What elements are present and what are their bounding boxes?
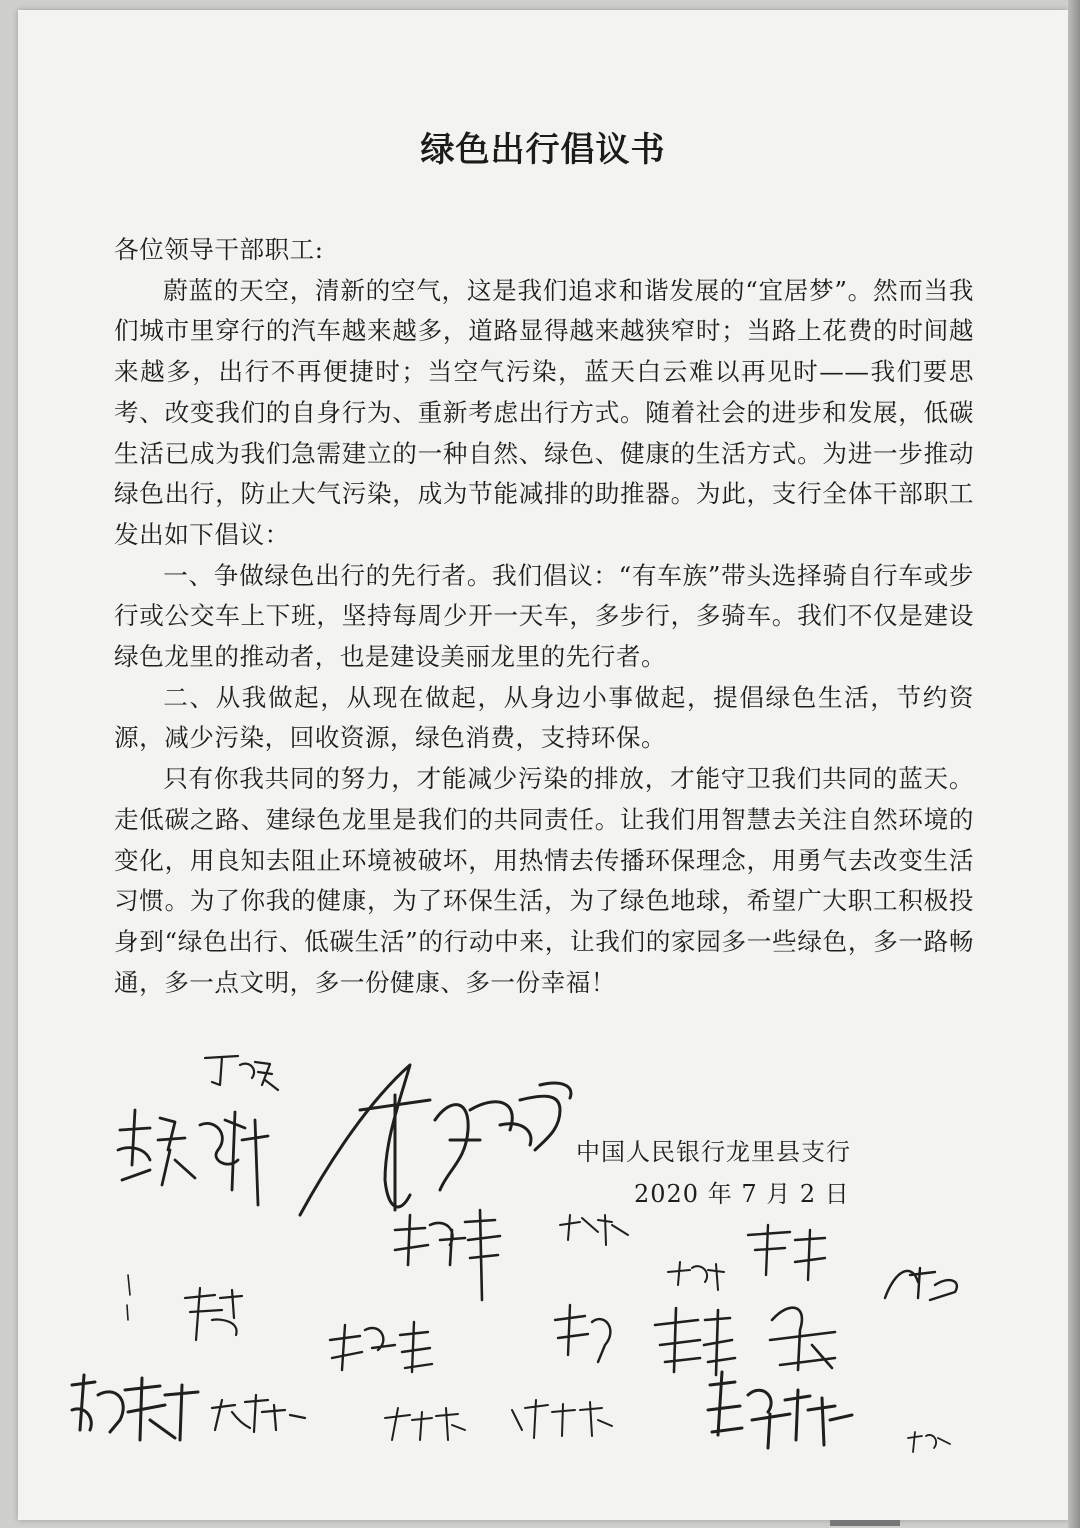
handwritten-signature [908, 1432, 950, 1452]
handwritten-signature [300, 1065, 571, 1215]
handwritten-signature [212, 1395, 305, 1432]
handwritten-signature [748, 1225, 825, 1280]
document-title: 绿色出行倡议书 [420, 130, 666, 170]
paragraph-proposal-1: 一、争做绿色出行的先行者。我们倡议：“有车族”带头选择骑自行车或步行或公交车上下班，坚持每周少开一天车，多步行，多骑车。我们不仅是建设绿色龙里的推动者，也是建设美丽龙里的先行者。 [114, 560, 974, 672]
handwritten-signature [385, 1408, 465, 1440]
handwritten-signature [560, 1215, 628, 1245]
handwritten-signature [72, 1375, 198, 1440]
handwritten-signature [127, 1275, 130, 1320]
handwritten-signature [668, 1262, 724, 1290]
handwritten-signature [555, 1305, 610, 1362]
scan-edge [1068, 0, 1080, 1528]
paragraph-intro: 蔚蓝的天空，清新的空气，这是我们追求和谐发展的“宜居梦”。然而当我们城市里穿行的汽车越来越多，道路显得越来越狭窄时；当路上花费的时间越来越多，出行不再便捷时；当空气污染，蓝天白云难以再见时——我们要思考、改变我们的自身行为、重新考虑出行方式。随着社会的进步和发展，低碳生活已成为我们急需建立的一种自然、绿色、健康的生活方式。为进一步推动绿色出行，防止大气污染，成为节能减排的助推器。为此，支行全体干部职工发出如下倡议： [114, 275, 974, 549]
handwritten-signature [770, 1308, 835, 1370]
issue-date: 2020 年 7 月 2 日 [634, 1180, 850, 1208]
handwritten-signature [708, 1372, 852, 1448]
handwritten-signature [205, 1056, 278, 1090]
handwritten-signature [395, 1210, 500, 1300]
handwritten-signature [512, 1400, 612, 1438]
handwritten-signature [118, 1110, 268, 1205]
paragraph-proposal-2: 二、从我做起，从现在做起，从身边小事做起，提倡绿色生活，节约资源，减少污染，回收资源，绿色消费，支持环保。 [114, 682, 974, 753]
issuing-organization: 中国人民银行龙里县支行 [576, 1138, 851, 1166]
handwritten-signature [185, 1288, 242, 1340]
handwritten-signature [330, 1322, 432, 1372]
salutation: 各位领导干部职工: [114, 235, 324, 264]
handwritten-signature [885, 1268, 957, 1300]
scan-smudge [830, 1520, 900, 1526]
paragraph-closing: 只有你我共同的努力，才能减少污染的排放，才能守卫我们共同的蓝天。走低碳之路、建绿色龙里是我们的共同责任。让我们用智慧去关注自然环境的变化，用良知去阻止环境被破坏，用热情去传播环保理念，用勇气去改变生活习惯。为了你我的健康，为了环保生活，为了绿色地球，希望广大职工积极投身到“绿色出行、低碳生活”的行动中来，让我们的家园多一些绿色，多一路畅通，多一点文明，多一份健康、多一份幸福！ [114, 764, 974, 997]
handwritten-signature [655, 1308, 735, 1375]
